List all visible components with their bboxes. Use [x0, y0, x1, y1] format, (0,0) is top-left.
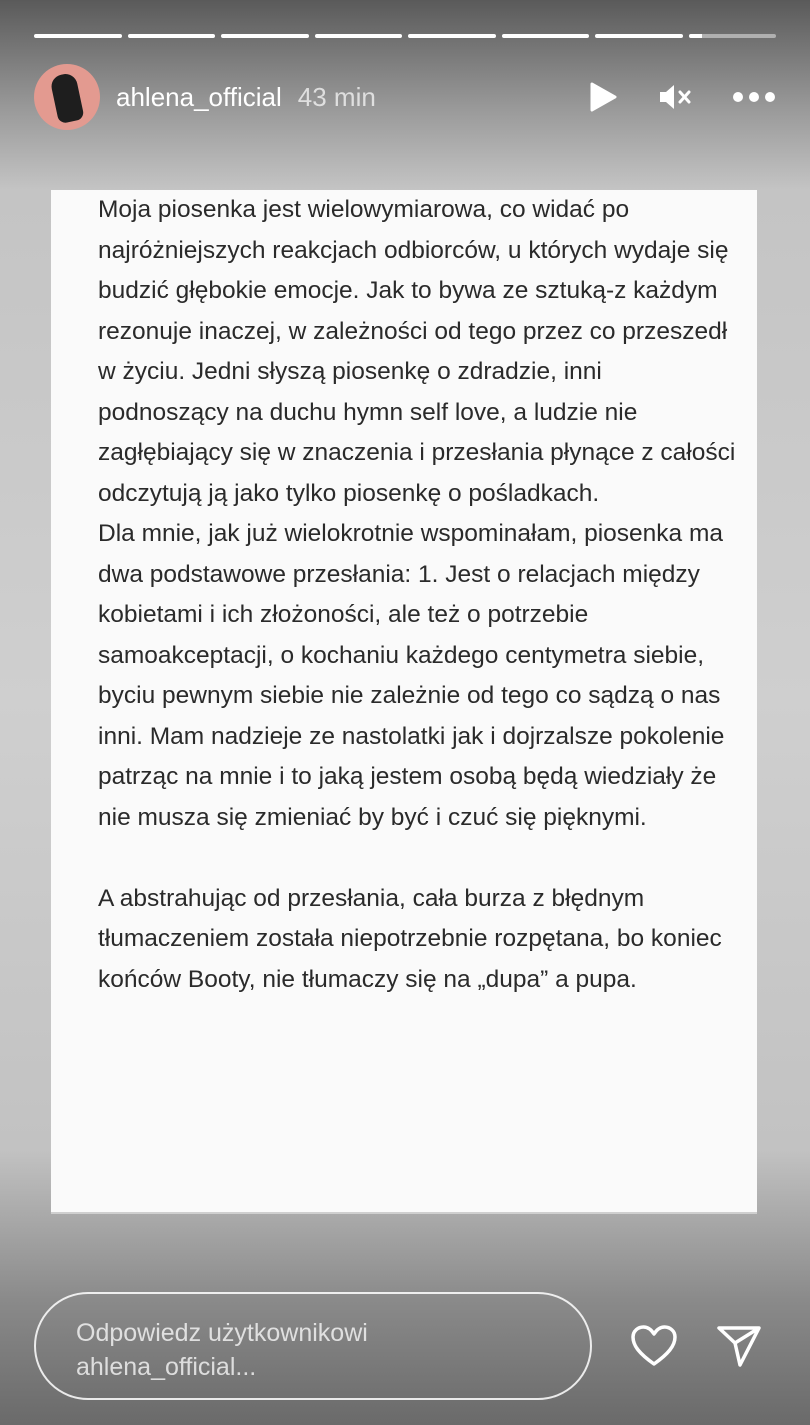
username[interactable]: ahlena_official	[116, 81, 282, 112]
story-progress-segment	[315, 34, 403, 38]
play-icon[interactable]	[588, 81, 618, 113]
story-progress-segment	[34, 34, 122, 38]
story-progress-segment	[689, 34, 777, 38]
story-progress-segment	[502, 34, 590, 38]
story-progress-segment	[595, 34, 683, 38]
reply-input[interactable]: Odpowiedz użytkownikowi ahlena_official...	[34, 1292, 592, 1400]
send-icon[interactable]	[716, 1324, 762, 1368]
avatar[interactable]	[34, 64, 100, 130]
story-header	[34, 64, 776, 130]
story-text: Moja piosenka jest wielowymiarowa, co widać po najróżniejszych reakcjach odbiorców, u których wydaje się budzić głębokie emocje. Jak to bywa ze sztuką-z każdym rezonuje inaczej, w zależności od tego przez co przeszedł w życiu. Jedni słyszą piosenkę o zdradzie, inni podnoszący na duchu hymn self love, a ludzie nie zagłębiający się w znaczenia i przesłania płynące z całości odczytują ją jako tylko piosenkę o pośladkach. Dla mnie, jak już wielokrotnie wspominałam, piosenka ma dwa podstawowe przesłania: 1. Jest o relacjach między kobietami i ich złożoności, ale też o potrzebie samoakceptacji, o kochaniu każdego centymetra siebie, byciu pewnym siebie nie zależnie od tego co sądzą o nas inni. Mam nadzieje ze nastolatki jak i dojrzalsze pokolenie patrząc na mnie i to jaką jestem osobą będą wiedziały że nie musza się zmieniać by być i czuć się pięknymi. A abstrahując od przesłania, cała burza z błędnym tłumaczeniem została niepotrzebnie rozpętana, bo koniec końców Booty, nie tłumaczy się na „dupa” a pupa.	[98, 196, 736, 993]
story-progress-segment	[408, 34, 496, 38]
mute-icon[interactable]	[658, 82, 692, 112]
story-progress-segment	[128, 34, 216, 38]
story-footer	[34, 1290, 776, 1402]
heart-icon[interactable]	[630, 1324, 678, 1368]
more-icon[interactable]	[732, 91, 776, 103]
story-text-card	[51, 190, 757, 1214]
story-progress-bar	[34, 34, 776, 38]
story-progress-segment	[221, 34, 309, 38]
post-time: 43 min	[297, 81, 376, 112]
